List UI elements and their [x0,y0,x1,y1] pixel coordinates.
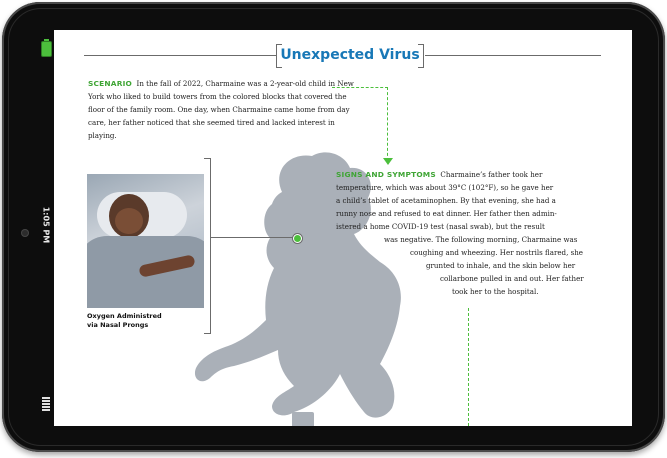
title-bracket [276,44,424,68]
symptoms-line: grunted to inhale, and the skin below her [426,261,576,270]
symptoms-line: was negative. The following morning, Charmaine was [384,235,578,244]
symptoms-line: Charmaine’s father took her [440,170,543,179]
status-time: 1:05 PM [41,206,51,244]
scenario-label: SCENARIO [88,79,133,88]
tablet-frame [2,2,665,452]
screen[interactable] [54,30,632,426]
symptoms-line: a child’s tablet of acetaminophen. By that evening, she had a [336,196,556,205]
signal-bars-icon [42,397,50,411]
scenario-paragraph [88,77,356,142]
front-camera-icon [21,229,29,237]
status-clock [36,206,56,244]
connector-dashed-horizontal [332,87,388,88]
photo-caption-line: Oxygen Administred [87,312,162,320]
scenario-text: In the fall of 2022, Charmaine was a 2-year-old child in New York who liked to build towers from the colored blocks that covered the floor of the family room. One day, when Charmaine came home from day care, her father noticed that she seemed tired and lacked interest in playing. [88,79,354,140]
battery-icon [41,41,52,57]
symptoms-line: istered a home COVID-19 test (nasal swab), but the result [336,222,545,231]
patient-photo [87,174,204,308]
photo-bracket [204,158,211,334]
title-rule-left [84,55,277,56]
photo-caption [87,312,207,330]
symptoms-paragraph [336,168,632,298]
symptoms-label: SIGNS AND SYMPTOMS [336,170,436,179]
symptoms-line: temperature, which was about 39°C (102°F), so he gave her [336,183,554,192]
symptoms-line: collarbone pulled in and out. Her father [440,274,584,283]
title-rule-right [425,55,601,56]
page-title: Unexpected Virus [280,47,420,63]
symptoms-line: runny nose and refused to eat dinner. Her father then admin- [336,209,557,218]
photo-caption-line: via Nasal Prongs [87,321,149,329]
connector-dashed-vertical [387,87,388,161]
connector-dashed-vertical-lower [468,308,469,426]
leader-line [210,237,296,238]
arrow-down-icon [383,158,393,165]
symptoms-line: coughing and wheezing. Her nostrils flared, she [410,248,584,257]
symptoms-line: took her to the hospital. [452,287,539,296]
hotspot-dot[interactable] [293,234,302,243]
